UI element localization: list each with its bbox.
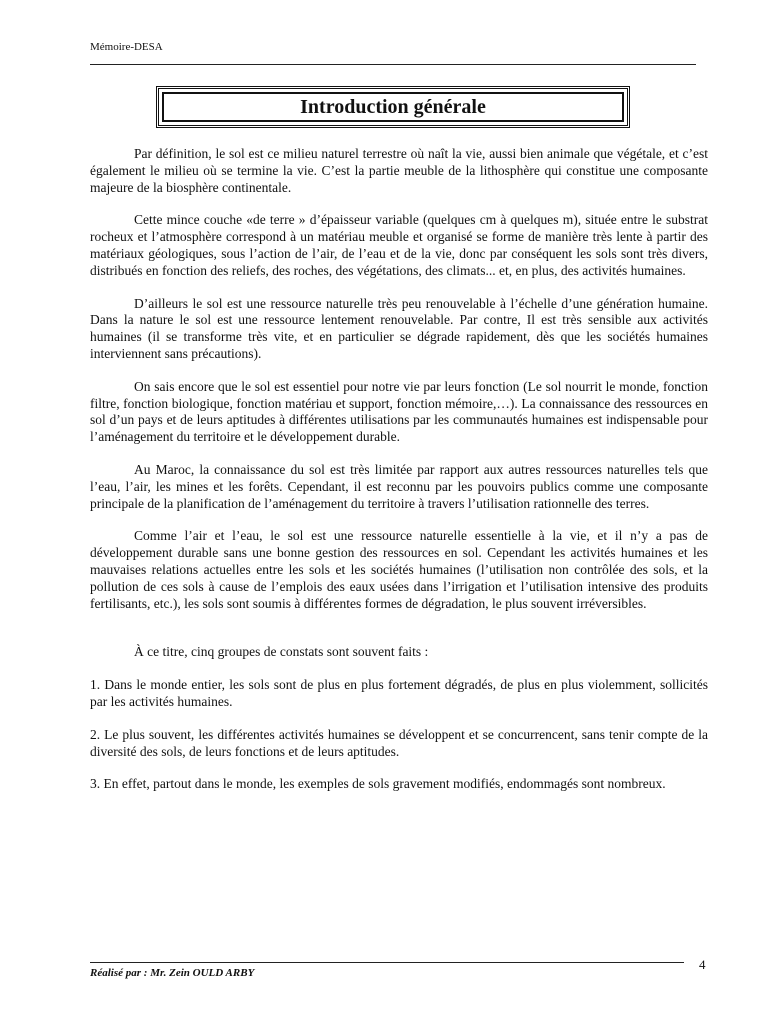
list-item: 2. Le plus souvent, les différentes activités humaines se développent et se concurrencent, sans tenir compte de la diversité des sols, de leurs fonctions et de leurs aptitudes. [90, 726, 708, 759]
paragraph: À ce titre, cinq groupes de constats sont souvent faits : [134, 644, 429, 660]
page-number: 4 [699, 957, 706, 972]
document-body [90, 146, 708, 809]
paragraph: Par définition, le sol est ce milieu naturel terrestre où naît la vie, aussi bien animale que végétale, et c’est également le milieu où se termine la vie. C’est la partie meuble de la lithosphère qui constitue une composante majeure de la biosphère continentale. [90, 146, 708, 195]
title-frame [156, 86, 630, 128]
footer-rule [90, 962, 684, 963]
paragraph: Cette mince couche «de terre » d’épaisseur variable (quelques cm à quelques m), située entre le substrat rocheux et l’atmosphère correspond à un matériau meuble et organisé se forme de manière très lente à partir des matériaux géologiques, sous l’action de l’air, de l’eau et de la vie, donc par conséquent les sols sont très divers, distribués en fonction des reliefs, des roches, des végétations, des climats... et, en plus, des activités humaines. [90, 212, 708, 278]
paragraph: Au Maroc, la connaissance du sol est très limitée par rapport aux autres ressources naturelles tels que l’eau, l’air, les mines et les forêts. Cependant, il est reconnu par les pouvoirs publics comme une composante principale de la planification de l’aménagement du territoire à travers l’utilisation rationnelle des terres. [90, 461, 708, 511]
footer-author: Réalisé par : Mr. Zein OULD ARBY [90, 967, 255, 979]
running-header: Mémoire-DESA [90, 41, 163, 53]
list-item: 3. En effet, partout dans le monde, les exemples de sols gravement modifiés, endommagés sont nombreux. [90, 776, 666, 792]
paragraph: D’ailleurs le sol est une ressource naturelle très peu renouvelable à l’échelle d’une génération humaine. Dans la nature le sol est une ressource lentement renouvelable. Par contre, Il est très sensible aux activités humaines (il se transforme très vite, et en particulier se dégrade rapidement, dès que les sociétés humaines interviennent sans précautions). [90, 295, 708, 361]
header-rule [90, 64, 696, 65]
list-item: 1. Dans le monde entier, les sols sont de plus en plus fortement dégradés, de plus en plus violemment, sollicités par les activités humaines. [90, 677, 708, 709]
paragraph: On sais encore que le sol est essentiel pour notre vie par leurs fonction (Le sol nourrit le monde, fonction filtre, fonction biologique, fonction matériau et support, fonction mémoire,…). La connaissance des ressources en sol d’un pays et de leurs aptitudes à différentes utilisations par les communautés humaines est indispensable pour l’aménagement du territoire et le développement durable. [90, 378, 708, 445]
page-title: Introduction générale [162, 92, 624, 122]
paragraph: Comme l’air et l’eau, le sol est une ressource naturelle essentielle à la vie, et il n’y a pas de développement durable sans une bonne gestion des ressources en sol. Cependant les activités humaines et les mauvaises relations actuelles entre les sols et les sociétés humaines (l’utilisation non contrôlée des sols, et la pollution de ces sols à cause de l’emplois des eaux usées dans l’irrigation et l’utilisation intensive des produits fertilisants, etc.), les sols sont soumis à différentes formes de dégradation, le plus souvent irréversibles. [90, 528, 708, 611]
